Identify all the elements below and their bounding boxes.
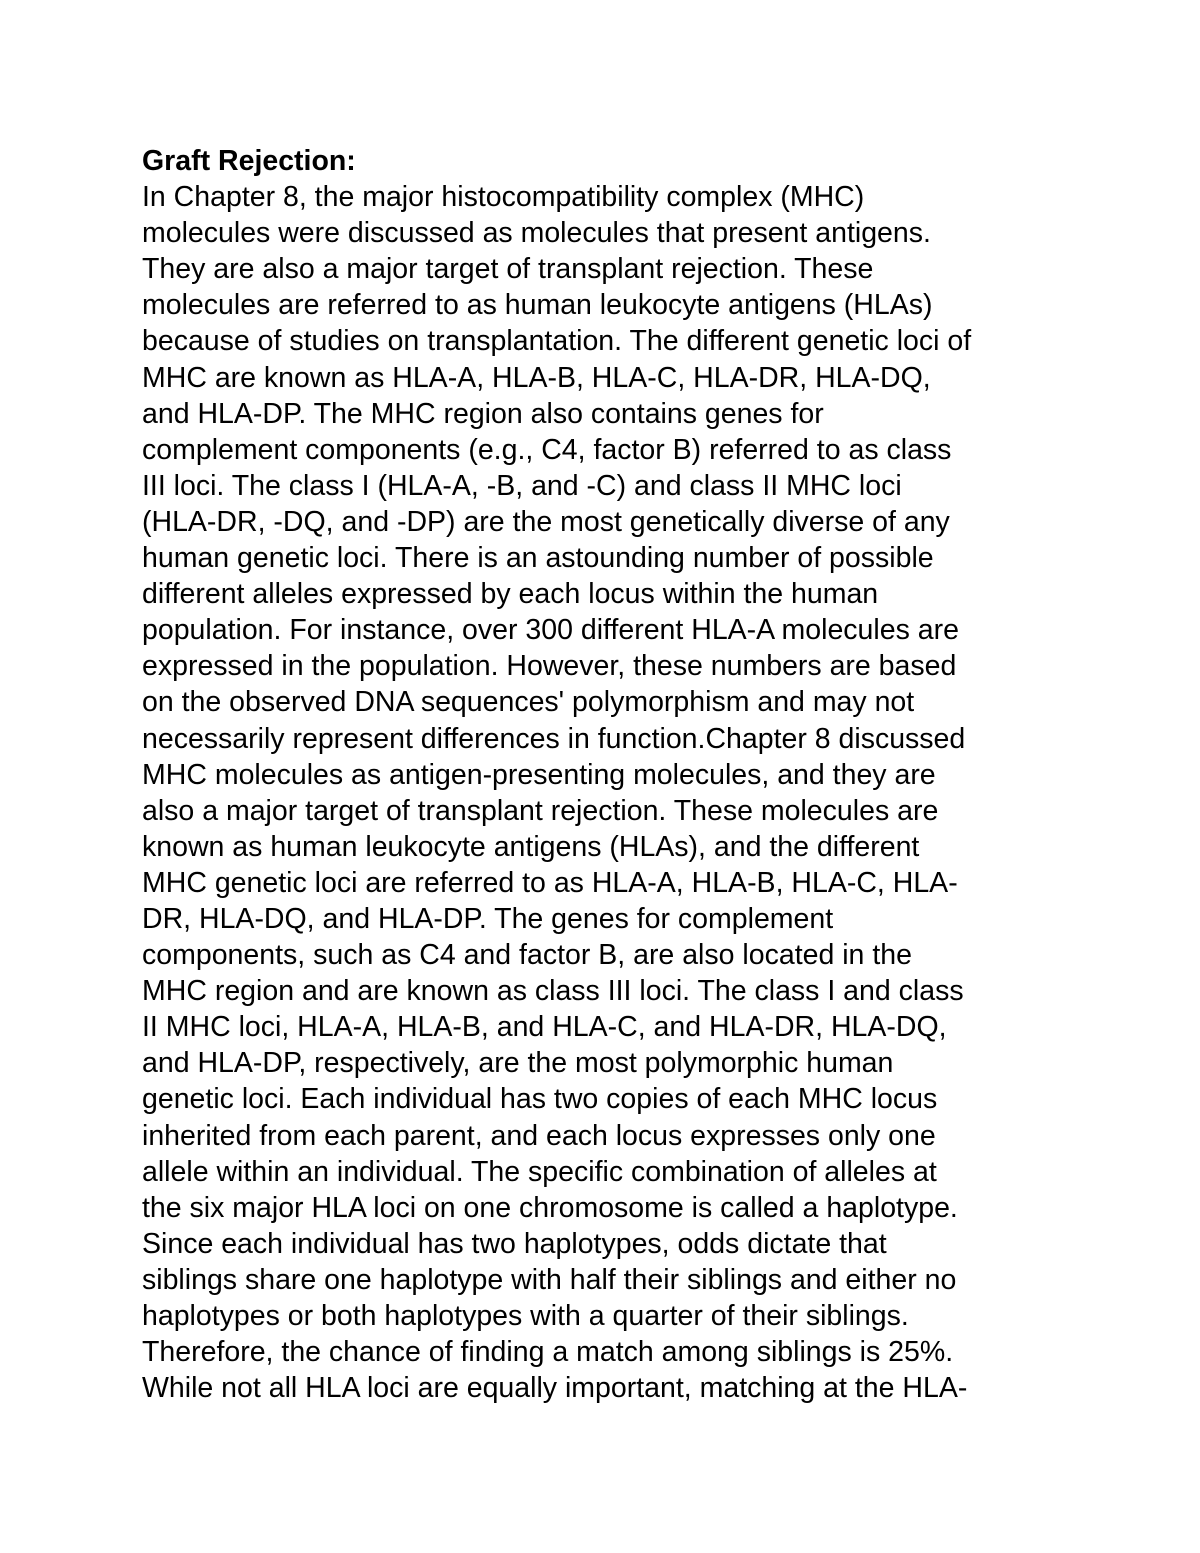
text-line: siblings share one haplotype with half their siblings and either no (142, 1263, 957, 1296)
text-line: MHC region and are known as class III loci. The class I and class (142, 975, 964, 1008)
text-line: Since each individual has two haplotypes, odds dictate that (142, 1227, 887, 1260)
text-line: molecules were discussed as molecules that present antigens. (142, 217, 931, 250)
document-heading: Graft Rejection: (142, 145, 356, 177)
text-line: MHC are known as HLA-A, HLA-B, HLA-C, HLA-DR, HLA-DQ, (142, 361, 931, 394)
text-line: MHC genetic loci are referred to as HLA-A, HLA-B, HLA-C, HLA- (142, 866, 958, 899)
text-line: molecules are referred to as human leukocyte antigens (HLAs) (142, 289, 933, 322)
text-line: inherited from each parent, and each locus expresses only one (142, 1119, 936, 1152)
text-line: human genetic loci. There is an astounding number of possible (142, 542, 934, 575)
text-line: population. For instance, over 300 different HLA-A molecules are (142, 614, 959, 647)
text-line: II MHC loci, HLA-A, HLA-B, and HLA-C, and HLA-DR, HLA-DQ, (142, 1011, 947, 1044)
text-line: DR, HLA-DQ, and HLA-DP. The genes for complement (142, 902, 834, 935)
text-line: They are also a major target of transplant rejection. These (142, 253, 874, 286)
document-body (142, 143, 1072, 1406)
text-line: expressed in the population. However, these numbers are based (142, 650, 957, 683)
text-line: allele within an individual. The specific combination of alleles at (142, 1155, 937, 1188)
text-line: necessarily represent differences in function.Chapter 8 discussed (142, 722, 966, 755)
text-line: because of studies on transplantation. The different genetic loci of (142, 325, 972, 358)
text-line: also a major target of transplant rejection. These molecules are (142, 794, 939, 827)
text-line: (HLA-DR, -DQ, and -DP) are the most genetically diverse of any (142, 505, 950, 538)
text-line: haplotypes or both haplotypes with a quarter of their siblings. (142, 1300, 909, 1332)
text-line: the six major HLA loci on one chromosome is called a haplotype. (142, 1191, 958, 1224)
paragraph-lines (142, 179, 1072, 1406)
text-line: In Chapter 8, the major histocompatibility complex (MHC) (142, 181, 865, 214)
text-line: and HLA-DP, respectively, are the most polymorphic human (142, 1047, 894, 1080)
text-line: complement components (e.g., C4, factor B) referred to as class (142, 433, 952, 466)
text-line: on the observed DNA sequences' polymorphism and may not (142, 686, 915, 719)
text-line: While not all HLA loci are equally important, matching at the HLA- (142, 1372, 968, 1405)
text-line: and HLA-DP. The MHC region also contains genes for (142, 397, 824, 430)
text-line: MHC molecules as antigen-presenting molecules, and they are (142, 758, 936, 791)
text-line: components, such as C4 and factor B, are also located in the (142, 939, 912, 972)
text-line: genetic loci. Each individual has two copies of each MHC locus (142, 1083, 938, 1116)
text-line: Therefore, the chance of finding a match among siblings is 25%. (142, 1336, 954, 1369)
text-line: known as human leukocyte antigens (HLAs), and the different (142, 830, 920, 863)
text-line: III loci. The class I (HLA-A, -B, and -C) and class II MHC loci (142, 469, 902, 502)
text-line: different alleles expressed by each locus within the human (142, 578, 879, 611)
